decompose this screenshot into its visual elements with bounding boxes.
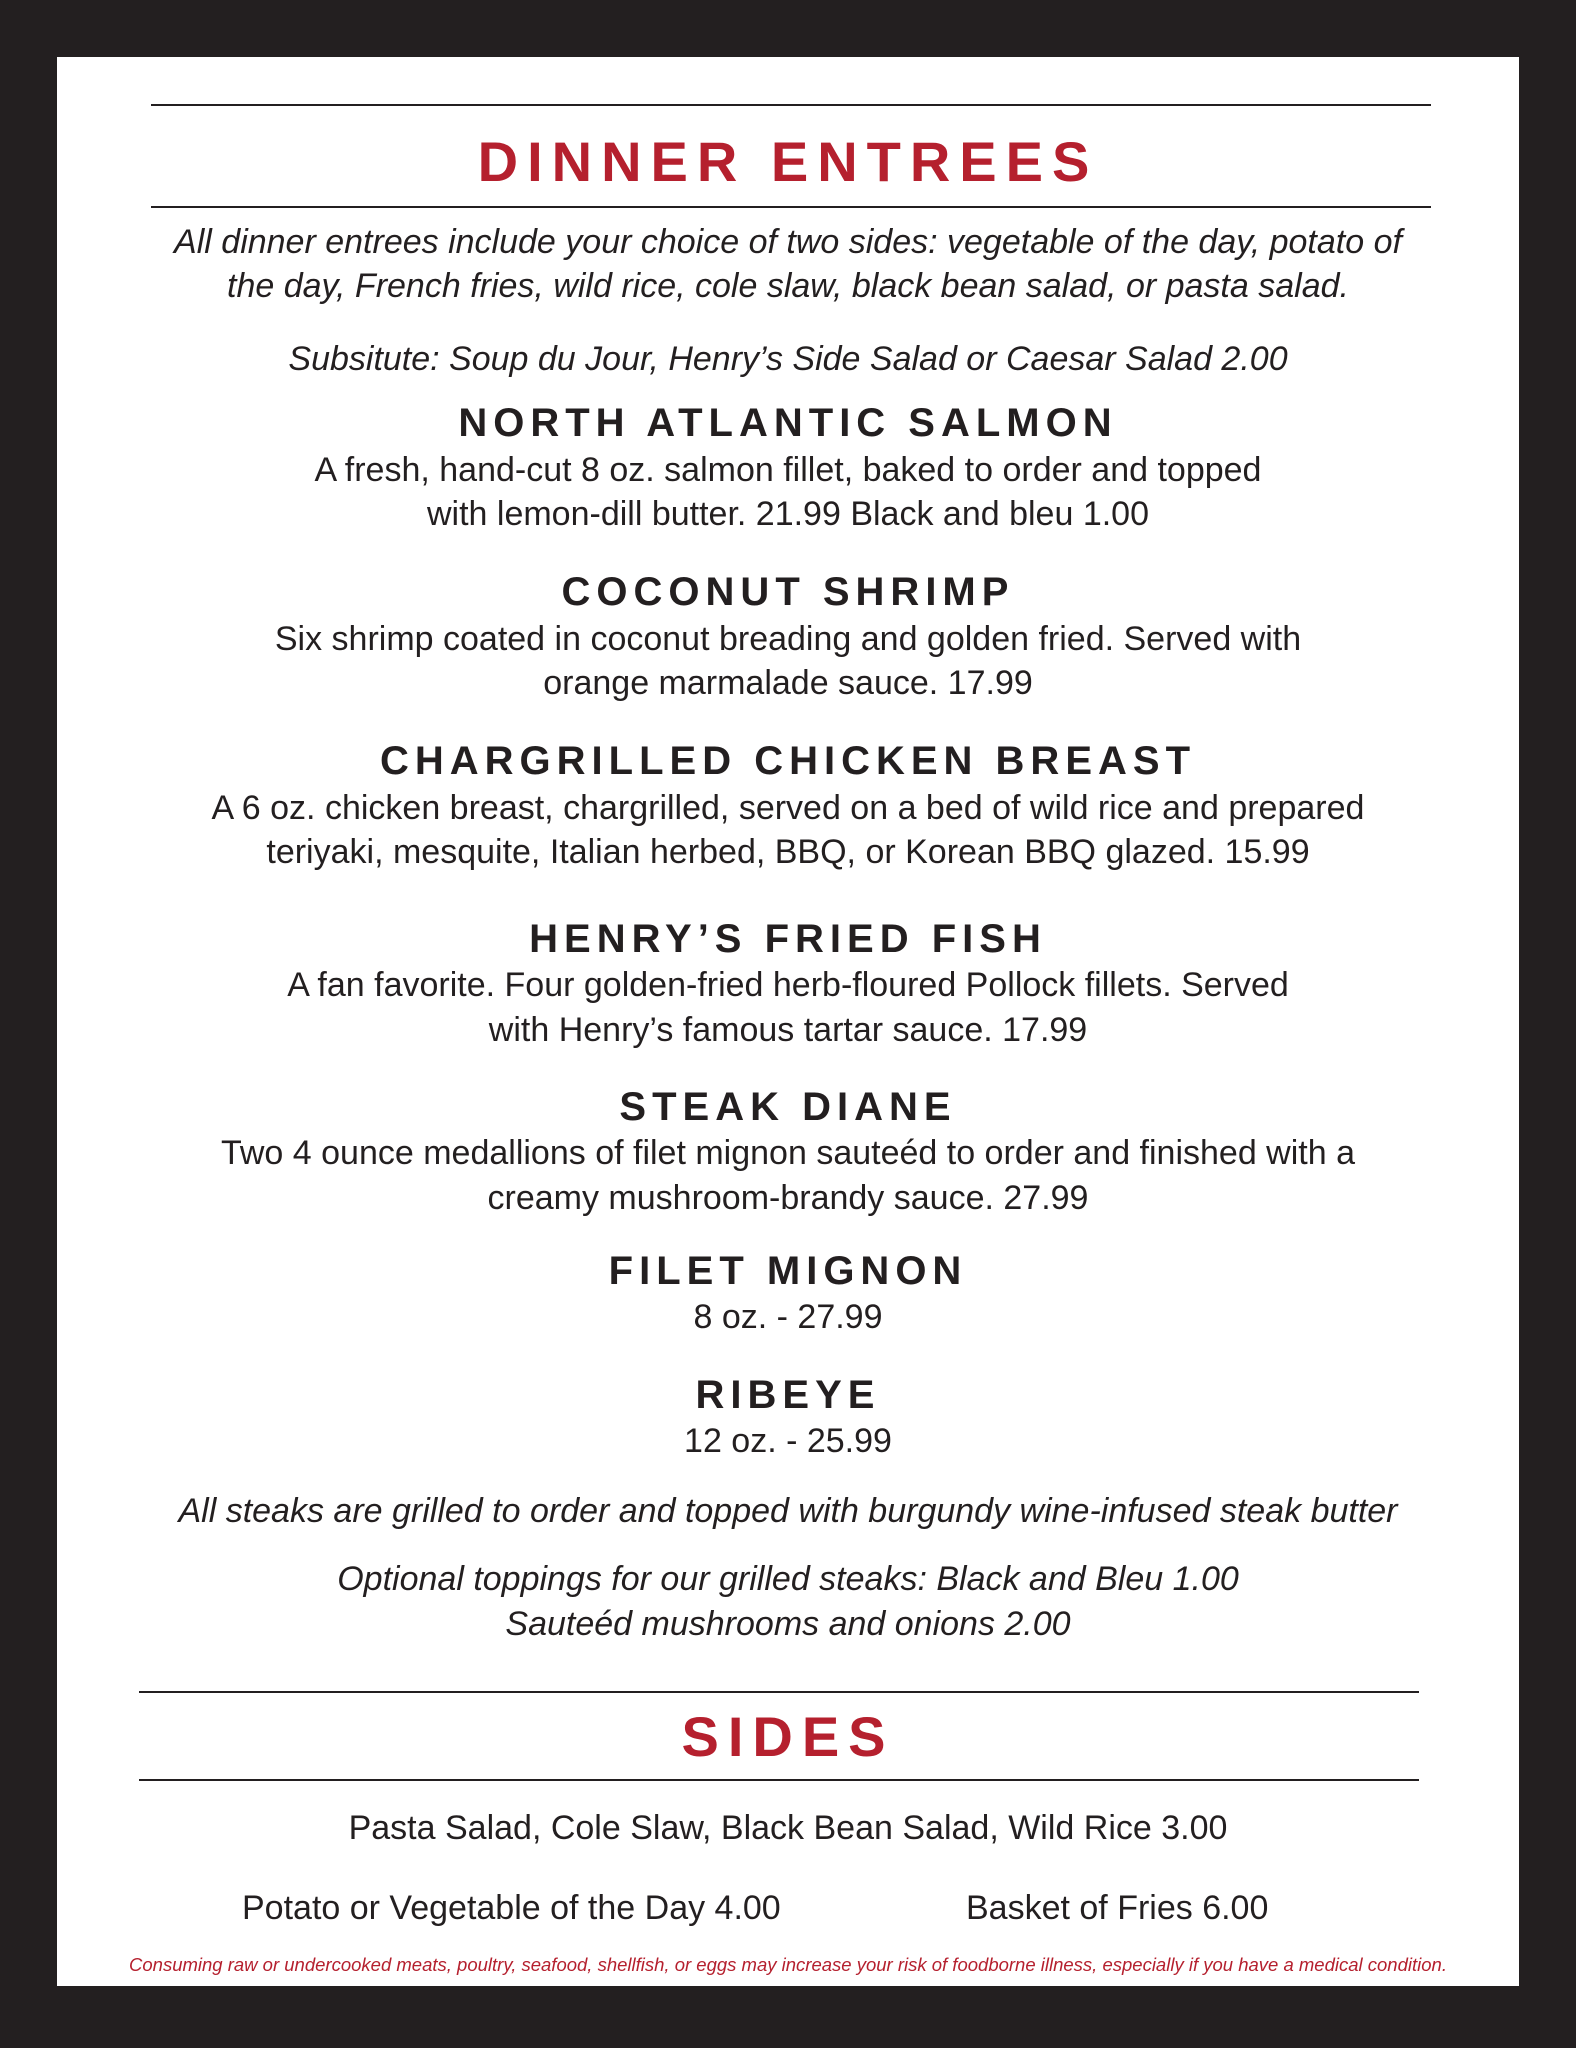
item-title-chicken-breast: CHARGRILLED CHICKEN BREAST — [380, 739, 1196, 783]
item-title-fried-fish: HENRY’S FRIED FISH — [529, 917, 1047, 961]
item-desc-chicken-breast-2: teriyaki, mesquite, Italian herbed, BBQ, or Korean BBQ glazed. 15.99 — [266, 833, 1310, 871]
sides-line-1: Pasta Salad, Cole Slaw, Black Bean Salad, Wild Rice 3.00 — [348, 1809, 1228, 1847]
item-desc-chicken-breast-1: A 6 oz. chicken breast, chargrilled, served on a bed of wild rice and prepared — [211, 789, 1365, 827]
toppings-line-1: Optional toppings for our grilled steaks: Black and Bleu 1.00 — [337, 1560, 1239, 1598]
item-title-filet-mignon: FILET MIGNON — [608, 1249, 968, 1293]
substitute-note: Subsitute: Soup du Jour, Henry’s Side Salad or Caesar Salad 2.00 — [288, 340, 1288, 378]
sides-potato-vegetable: Potato or Vegetable of the Day 4.00 — [242, 1889, 781, 1927]
item-title-coconut-shrimp: COCONUT SHRIMP — [561, 570, 1015, 614]
item-desc-fried-fish-2: with Henry’s famous tartar sauce. 17.99 — [488, 1011, 1088, 1049]
item-desc-filet-mignon: 8 oz. - 27.99 — [693, 1298, 883, 1336]
entrees-intro-line-2: the day, French fries, wild rice, cole slaw, black bean salad, or pasta salad. — [227, 267, 1349, 305]
sides-top-rule — [139, 1691, 1419, 1693]
sides-bottom-rule — [139, 1779, 1419, 1781]
item-title-steak-diane: STEAK DIANE — [619, 1085, 957, 1129]
toppings-line-2: Sauteéd mushrooms and onions 2.00 — [505, 1605, 1071, 1643]
item-desc-coconut-shrimp-1: Six shrimp coated in coconut breading and golden fried. Served with — [274, 620, 1302, 658]
entrees-top-rule — [151, 104, 1431, 106]
steak-note: All steaks are grilled to order and topped with burgundy wine-infused steak butter — [178, 1492, 1398, 1530]
item-desc-steak-diane-2: creamy mushroom-brandy sauce. 27.99 — [487, 1179, 1089, 1217]
entrees-intro-line-1: All dinner entrees include your choice of two sides: vegetable of the day, potato of — [174, 223, 1402, 261]
entrees-section-title: DINNER ENTREES — [477, 130, 1099, 193]
item-title-ribeye: RIBEYE — [695, 1373, 881, 1417]
entrees-bottom-rule — [151, 206, 1431, 208]
sides-basket-of-fries: Basket of Fries 6.00 — [966, 1889, 1269, 1927]
sides-section-title: SIDES — [681, 1705, 895, 1768]
item-desc-coconut-shrimp-2: orange marmalade sauce. 17.99 — [543, 664, 1033, 702]
food-safety-disclaimer: Consuming raw or undercooked meats, poultry, seafood, shellfish, or eggs may increase your risk of foodborne illness, especially if you have a medical condition. — [129, 1954, 1447, 1975]
item-desc-fried-fish-1: A fan favorite. Four golden-fried herb-floured Pollock fillets. Served — [287, 966, 1289, 1004]
item-desc-steak-diane-1: Two 4 ounce medallions of filet mignon sauteéd to order and finished with a — [220, 1134, 1356, 1172]
item-desc-salmon-1: A fresh, hand-cut 8 oz. salmon fillet, baked to order and topped — [314, 451, 1262, 489]
item-title-salmon: NORTH ATLANTIC SALMON — [458, 401, 1118, 445]
item-desc-salmon-2: with lemon-dill butter. 21.99 Black and bleu 1.00 — [426, 495, 1149, 533]
item-desc-ribeye: 12 oz. - 25.99 — [684, 1422, 892, 1460]
